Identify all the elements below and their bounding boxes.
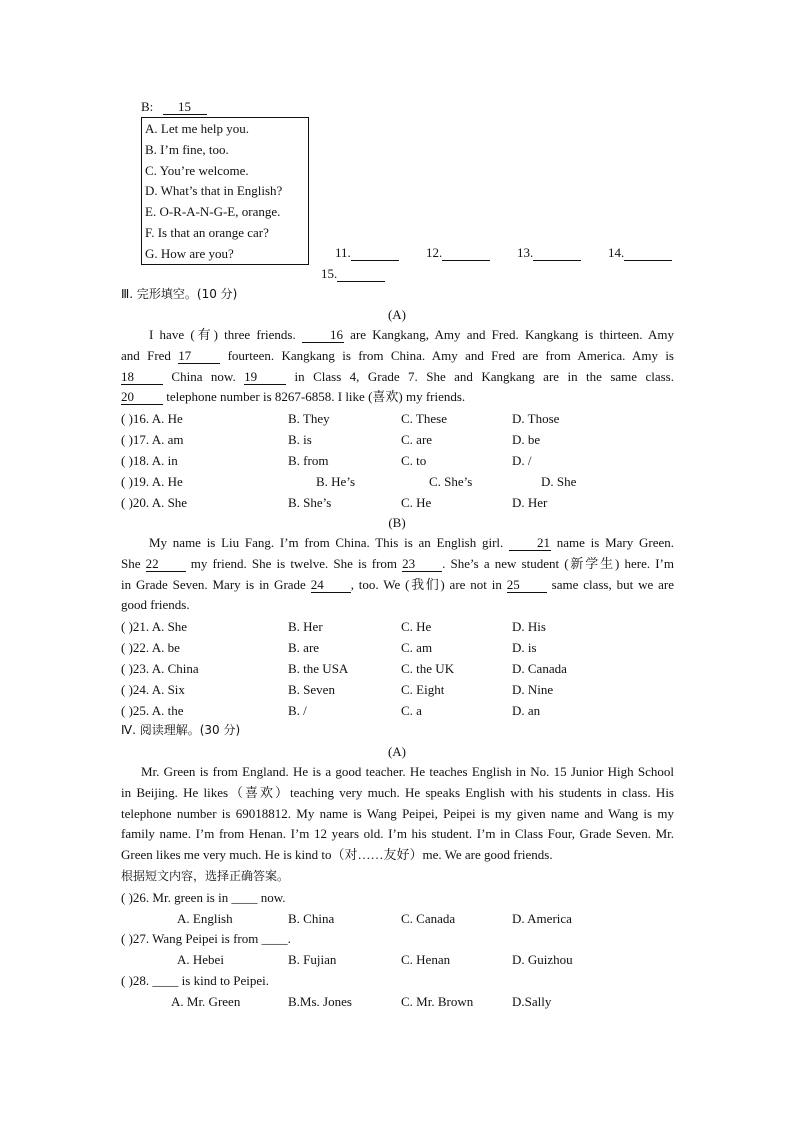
choice-b[interactable]: B. They [288, 411, 330, 426]
choice-c[interactable]: C. She’s [429, 474, 473, 489]
q-stem: ( )17. A. am [121, 432, 184, 447]
reading-a-label: (A) [387, 744, 407, 759]
choice-b[interactable]: B. from [288, 453, 329, 468]
option-f: F. Is that an orange car? [145, 225, 269, 240]
choice-c[interactable]: C. Eight [401, 682, 445, 697]
choice-c[interactable]: C. Canada [401, 911, 456, 926]
option-g: G. How are you? [145, 246, 234, 261]
choice-c[interactable]: C. the UK [401, 661, 455, 676]
choice-d[interactable]: D. Canada [512, 661, 567, 676]
choice-c[interactable]: C. a [401, 703, 422, 718]
choice-d[interactable]: D. America [512, 911, 572, 926]
passage-line: Mr. Green is from England. He is a good teacher. He teaches English in No. 15 Junior High School [141, 764, 674, 779]
cloze-passage-a [121, 325, 674, 408]
option-e: E. O-R-A-N-G-E, orange. [145, 204, 281, 219]
choice-d[interactable]: D. / [512, 453, 532, 468]
q-stem: ( )25. A. the [121, 703, 184, 718]
blank-16[interactable]: 16 [302, 328, 344, 343]
choice-b[interactable]: B. Fujian [288, 952, 337, 967]
choice-d[interactable]: D. be [512, 432, 541, 447]
choice-c[interactable]: C. Henan [401, 952, 451, 967]
blank-17[interactable]: 17 [178, 349, 220, 364]
choice-c[interactable]: C. to [401, 453, 427, 468]
answer-blank[interactable] [337, 267, 385, 282]
passage-line: She 22 my friend. She is twelve. She is from 23 . She’s a new student (新学生) here. I’m [121, 555, 674, 571]
q-stem: ( )19. A. He [121, 474, 183, 489]
choice-b[interactable]: B. Seven [288, 682, 335, 697]
passage-a-label: (A) [387, 307, 407, 322]
choice-b[interactable]: B. She’s [288, 495, 332, 510]
choice-c[interactable]: C. am [401, 640, 433, 655]
choice-c[interactable]: C. are [401, 432, 433, 447]
slot-label: 11. [335, 245, 351, 260]
choice-c[interactable]: C. These [401, 411, 447, 426]
passage-line: Green likes me very much. He is kind to（对……友好）me. We are good friends. [121, 847, 553, 863]
choice-d[interactable]: D. Those [512, 411, 560, 426]
q-stem: ( )21. A. She [121, 619, 188, 634]
passage-line: family name. I’m from Henan. I’m 12 years old. I’m his student. I’m in Class Four, Grade Seven. Mr. [121, 826, 674, 842]
slot-label: 15. [321, 266, 338, 281]
blank-19[interactable]: 19 [244, 370, 286, 385]
choice-c[interactable]: C. He [401, 495, 432, 510]
choice-d[interactable]: D. Nine [512, 682, 554, 697]
choice-b[interactable]: B. is [288, 432, 312, 447]
answer-blank[interactable] [351, 246, 399, 261]
answer-slot-11[interactable] [335, 244, 399, 261]
q-stem: ( )16. A. He [121, 411, 183, 426]
passage-line: telephone number is 69018812. My name is Wang Peipei, Peipei is my given name and Wang is my [121, 805, 674, 821]
passage-line: good friends. [121, 597, 190, 613]
answer-slot-13[interactable] [517, 244, 581, 261]
choice-b[interactable]: B. Her [288, 619, 323, 634]
choice-d[interactable]: D. Her [512, 495, 548, 510]
choice-d[interactable]: D.Sally [512, 994, 552, 1009]
blank-15[interactable]: 15 [163, 100, 207, 115]
passage-line: in Grade Seven. Mary is in Grade 24 , too. We (我们) are not in 25 same class, but we are [121, 576, 674, 592]
blank-22[interactable]: 22 [146, 557, 186, 572]
choice-b[interactable]: B. the USA [288, 661, 349, 676]
passage-line: 20 telephone number is 8267-6858. I like (喜欢) my friends. [121, 389, 466, 405]
q-stem: ( )23. A. China [121, 661, 199, 676]
passage-line: and Fred 17 fourteen. Kangkang is from China. Amy and Fred are from America. Amy is [121, 347, 674, 363]
slot-label: 12. [426, 245, 443, 260]
choice-a[interactable]: A. Mr. Green [171, 994, 241, 1009]
passage-line: I have (有) three friends. 16 are Kangkang, Amy and Fred. Kangkang is thirteen. Amy [149, 327, 675, 342]
reading-instruction: 根据短文内容，选择正确答案。 [121, 869, 290, 883]
blank-20[interactable]: 20 [121, 390, 163, 405]
speaker-label: B: [141, 99, 154, 114]
choice-b[interactable]: B. China [288, 911, 335, 926]
passage-line: in Beijing. He likes（喜欢）teaching very much. He speaks English with his students in class. His [121, 784, 674, 800]
answer-slot-15[interactable] [321, 265, 385, 282]
blank-23[interactable]: 23 [402, 557, 442, 572]
q-stem: ( )28. ____ is kind to Peipei. [121, 973, 270, 988]
option-a: A. Let me help you. [145, 121, 249, 136]
q-stem: ( )26. Mr. green is in ____ now. [121, 890, 286, 905]
slot-label: 14. [608, 245, 625, 260]
choice-b[interactable]: B.Ms. Jones [288, 994, 352, 1009]
choice-b[interactable]: B. are [288, 640, 320, 655]
blank-25[interactable]: 25 [507, 578, 547, 593]
choice-a[interactable]: A. English [177, 911, 233, 926]
dialogue-line-b15 [141, 98, 207, 115]
option-c: C. You’re welcome. [145, 163, 249, 178]
q-stem: ( )24. A. Six [121, 682, 185, 697]
passage-line: My name is Liu Fang. I’m from China. This is an English girl. 21 name is Mary Green. [149, 535, 674, 550]
blank-24[interactable]: 24 [311, 578, 351, 593]
answer-blank[interactable] [442, 246, 490, 261]
answer-slot-12[interactable] [426, 244, 490, 261]
passage-line: 18 China now. 19 in Class 4, Grade 7. She and Kangkang are in the same class. [121, 368, 674, 384]
choice-c[interactable]: C. He [401, 619, 432, 634]
options-box [141, 117, 309, 265]
choice-d[interactable]: D. an [512, 703, 541, 718]
cloze-passage-b [121, 533, 674, 616]
reading-passage-a [121, 762, 674, 866]
choice-d[interactable]: D. She [541, 474, 577, 489]
choice-c[interactable]: C. Mr. Brown [401, 994, 474, 1009]
passage-b-label: (B) [388, 515, 406, 530]
blank-21[interactable]: 21 [509, 536, 551, 551]
blank-18[interactable]: 18 [121, 370, 163, 385]
choice-d[interactable]: D. Guizhou [512, 952, 573, 967]
choice-a[interactable]: A. Hebei [177, 952, 224, 967]
answer-blank[interactable] [533, 246, 581, 261]
choice-b[interactable]: B. He’s [316, 474, 355, 489]
q-stem: ( )27. Wang Peipei is from ____. [121, 931, 291, 946]
choice-d[interactable]: D. is [512, 640, 537, 655]
section-4-heading: Ⅳ. 阅读理解。(30 分) [121, 723, 241, 737]
choice-d[interactable]: D. His [512, 619, 546, 634]
choice-b[interactable]: B. / [288, 703, 307, 718]
answer-slot-14[interactable] [608, 244, 672, 261]
section-3-heading: Ⅲ. 完形填空。(10 分) [121, 287, 238, 301]
slot-label: 13. [517, 245, 534, 260]
q-stem: ( )22. A. be [121, 640, 180, 655]
option-b: B. I’m fine, too. [145, 142, 229, 157]
q-stem: ( )18. A. in [121, 453, 178, 468]
option-d: D. What’s that in English? [145, 183, 283, 198]
q-stem: ( )20. A. She [121, 495, 188, 510]
answer-blank[interactable] [624, 246, 672, 261]
